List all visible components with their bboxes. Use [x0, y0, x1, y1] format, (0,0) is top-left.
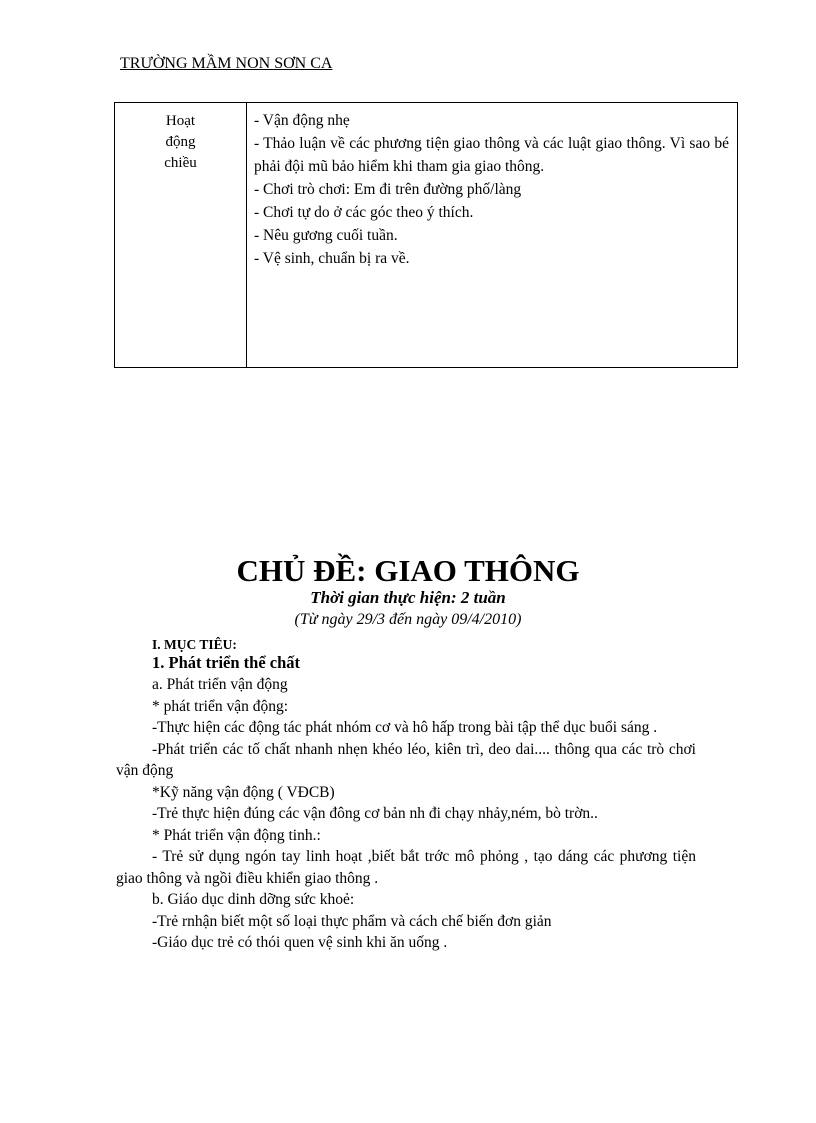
paragraph: * Phát triển vận động tinh.: [152, 826, 321, 844]
paragraph: a. Phát triển vận động [152, 676, 288, 693]
paragraph: -Trẻ rnhận biết một số loại thực phẩm và cách chế biến đơn giản [152, 912, 552, 930]
afternoon-activities-table [114, 102, 738, 368]
activity-item: - Nêu gương cuối tuần. [254, 227, 398, 244]
activity-list [247, 103, 737, 367]
period-label-line: Hoạt [165, 113, 196, 129]
paragraph: -Trẻ thực hiện đúng các vận đông cơ bản nh đi chạy nhảy,ném, bò trờn.. [152, 805, 598, 822]
activity-item: - Vận động nhẹ [254, 112, 350, 129]
period-label-line: động [165, 134, 196, 150]
school-name-header: TRƯỜNG MẦM NON SƠN CA [120, 55, 333, 72]
paragraph: -Thực hiện các động tác phát nhóm cơ và hô hấp trong bài tập thể dục buổi sáng . [152, 719, 658, 736]
paragraph: -Giáo dục trẻ có thói quen vệ sinh khi ăn uống . [152, 934, 448, 951]
paragraph: *Kỹ năng vận động ( VĐCB) [152, 783, 335, 801]
objectives-section [116, 637, 696, 954]
activity-item: - Chơi tự do ở các góc theo ý thích. [254, 204, 474, 221]
topic-dates: (Từ ngày 29/3 đến ngày 09/4/2010) [294, 611, 522, 628]
activity-item: - Thảo luận về các phương tiện giao thông và các luật giao thông. Vì sao bé phải đội mũ bảo hiểm khi tham gia giao thông. [254, 135, 729, 175]
paragraph: - Trẻ sử dụng ngón tay linh hoạt ,biết bắt trớc mô phỏng , tạo dáng các phương tiện giao thông và ngồi điều khiển giao thông . [116, 848, 696, 887]
activity-period-label [115, 103, 247, 367]
activity-item: - Chơi trò chơi: Em đi trên đường phố/làng [254, 181, 522, 198]
activity-item: - Vệ sinh, chuẩn bị ra về. [254, 250, 410, 267]
period-label-line: chiều [164, 155, 197, 171]
paragraph: -Phát triển các tố chất nhanh nhẹn khéo léo, kiên trì, deo dai.... thông qua các trò chơi vận động [116, 740, 696, 779]
section-heading: I. MỤC TIÊU: [152, 637, 237, 652]
paragraph: b. Giáo dục dinh dỡng sức khoẻ: [152, 891, 355, 908]
topic-duration: Thời gian thực hiện: 2 tuần [310, 588, 506, 607]
topic-title: CHỦ ĐỀ: GIAO THÔNG [236, 553, 580, 588]
paragraph: * phát triển vận động: [152, 697, 289, 715]
subsection-heading: 1. Phát triển thể chất [152, 653, 301, 672]
